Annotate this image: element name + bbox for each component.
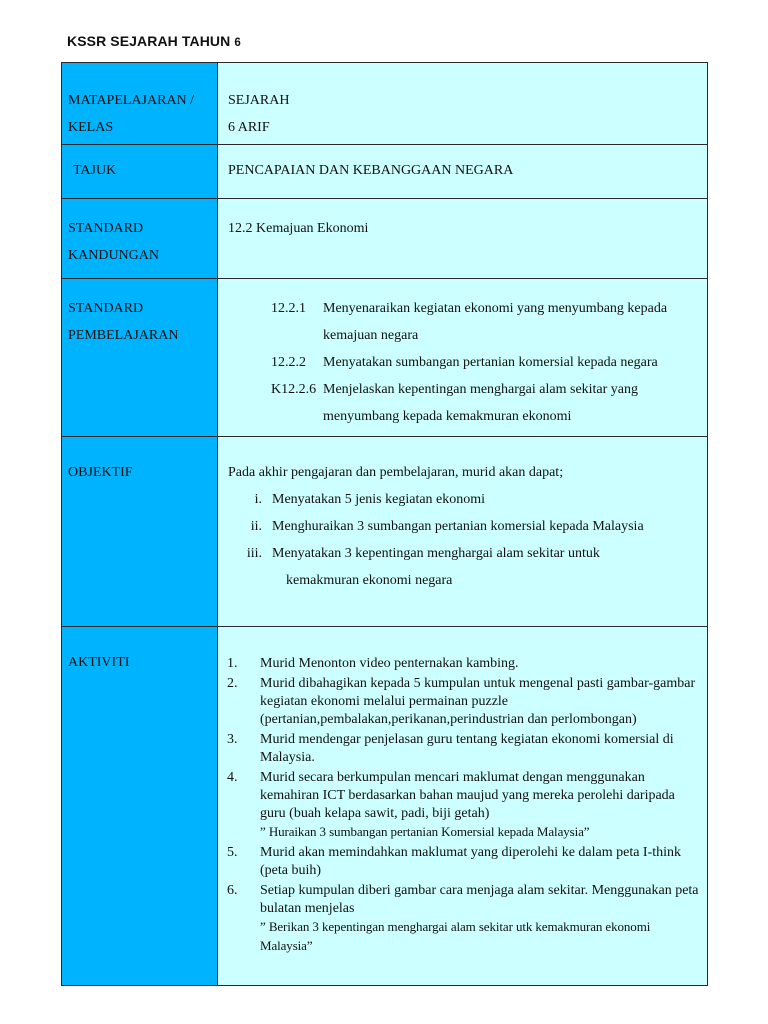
objective-intro: Pada akhir pengajaran dan pembelajaran, murid akan dapat; (228, 465, 564, 480)
objective-text: Menyatakan 3 kepentingan menghargai alam sekitar untuk (272, 546, 600, 561)
learning-standard-text: Menyatakan sumbangan pertanian komersial kepada negara (323, 355, 658, 370)
objective-item (235, 540, 707, 567)
learning-standard-text-cont: menyumbang kepada kemakmuran ekonomi (323, 409, 572, 424)
learning-standard-code: K12.2.6 (271, 382, 317, 397)
activity-text: Murid secara berkumpulan mencari maklumat dengan menggunakan kemahiran ICT berdasarkan bahan maujud yang mereka perolehi daripada guru (buah kelapa sawit, padi, biji getah) (260, 770, 675, 821)
row-topic (62, 145, 708, 199)
objective-text: Menghuraikan 3 sumbangan pertanian komersial kepada Malaysia (272, 519, 644, 534)
activity-item (227, 675, 707, 729)
activity-list (227, 655, 707, 956)
activity-item (227, 882, 707, 956)
page-title-text: KSSR SEJARAH TAHUN (67, 33, 231, 49)
value-cell-objective (218, 437, 708, 627)
activity-quote: ” Huraikan 3 sumbangan pertanian Komersial kepada Malaysia” (260, 824, 590, 839)
row-content-standard (62, 199, 708, 279)
page-title (67, 33, 241, 49)
label-cell-subject (62, 63, 218, 145)
value-cell-content-standard (218, 199, 708, 279)
learning-standard-item (271, 349, 707, 376)
activity-num: 1. (227, 656, 238, 671)
activity-quote: ” Berikan 3 kepentingan menghargai alam sekitar utk kemakmuran ekonomi Malaysia” (260, 919, 651, 953)
objective-item (235, 513, 707, 540)
learning-standard-text: Menjelaskan kepentingan menghargai alam sekitar yang (323, 382, 639, 397)
objective-num: iii. (246, 546, 262, 561)
activity-num: 2. (227, 676, 238, 691)
row-activity (62, 627, 708, 986)
activity-num: 3. (227, 732, 238, 747)
objective-text-cont: kemakmuran ekonomi negara (286, 573, 453, 588)
value-cell-learning-standard (218, 279, 708, 437)
value-cell-activity (218, 627, 708, 986)
label-subject-2: KELAS (68, 120, 114, 135)
activity-text: Murid dibahagikan kepada 5 kumpulan untuk mengenal pasti gambar-gambar kegiatan ekonomi melalui permainan puzzle (pertanian,pembalakan,perikanan,perindustrian dan perlombongan) (260, 676, 696, 727)
objective-item (235, 486, 707, 513)
activity-num: 4. (227, 770, 238, 785)
activity-text: Murid akan memindahkan maklumat yang diperolehi ke dalam peta I-think (peta buih) (260, 845, 682, 878)
activity-num: 6. (227, 883, 238, 898)
row-learning-standard (62, 279, 708, 437)
learning-standard-code: 12.2.2 (271, 355, 306, 370)
objective-num: i. (254, 492, 262, 507)
activity-text: Murid Menonton video penternakan kambing. (260, 656, 519, 671)
value-content-standard: 12.2 Kemajuan Ekonomi (228, 221, 369, 236)
activity-text: Setiap kumpulan diberi gambar cara menjaga alam sekitar. Menggunakan peta bulatan menjelas (260, 883, 699, 916)
label-objective: OBJEKTIF (68, 465, 133, 480)
activity-text: Murid mendengar penjelasan guru tentang kegiatan ekonomi komersial di Malaysia. (260, 732, 674, 765)
activity-item (227, 731, 707, 767)
activity-item (227, 769, 707, 842)
value-class: 6 ARIF (228, 120, 270, 135)
learning-standard-item (271, 295, 707, 322)
label-cell-learning-standard (62, 279, 218, 437)
value-cell-subject (218, 63, 708, 145)
objective-list (235, 486, 707, 567)
learning-standard-text-cont: kemajuan negara (323, 328, 419, 343)
learning-standard-code: 12.2.1 (271, 301, 306, 316)
objective-text: Menyatakan 5 jenis kegiatan ekonomi (272, 492, 486, 507)
label-cell-content-standard (62, 199, 218, 279)
label-activity: AKTIVITI (68, 655, 130, 670)
label-cell-activity (62, 627, 218, 986)
label-subject-1: MATAPELAJARAN / (68, 93, 195, 108)
activity-item (227, 655, 707, 673)
label-cell-topic (62, 145, 218, 199)
activity-num: 5. (227, 845, 238, 860)
learning-standard-item (271, 376, 707, 403)
label-cell-objective (62, 437, 218, 627)
row-subject (62, 63, 708, 145)
label-content-standard-1: STANDARD (68, 221, 144, 236)
value-cell-topic (218, 145, 708, 199)
label-learning-standard-2: PEMBELAJARAN (68, 328, 179, 343)
row-objective (62, 437, 708, 627)
activity-item (227, 844, 707, 880)
value-topic: PENCAPAIAN DAN KEBANGGAAN NEGARA (228, 163, 514, 178)
label-topic: TAJUK (73, 163, 117, 178)
page-title-number: 6 (234, 37, 241, 49)
learning-standard-text: Menyenaraikan kegiatan ekonomi yang menyumbang kepada (323, 301, 668, 316)
objective-num: ii. (250, 519, 262, 534)
label-content-standard-2: KANDUNGAN (68, 248, 159, 263)
lesson-plan-table (61, 62, 708, 986)
label-learning-standard-1: STANDARD (68, 301, 144, 316)
value-subject: SEJARAH (228, 93, 290, 108)
